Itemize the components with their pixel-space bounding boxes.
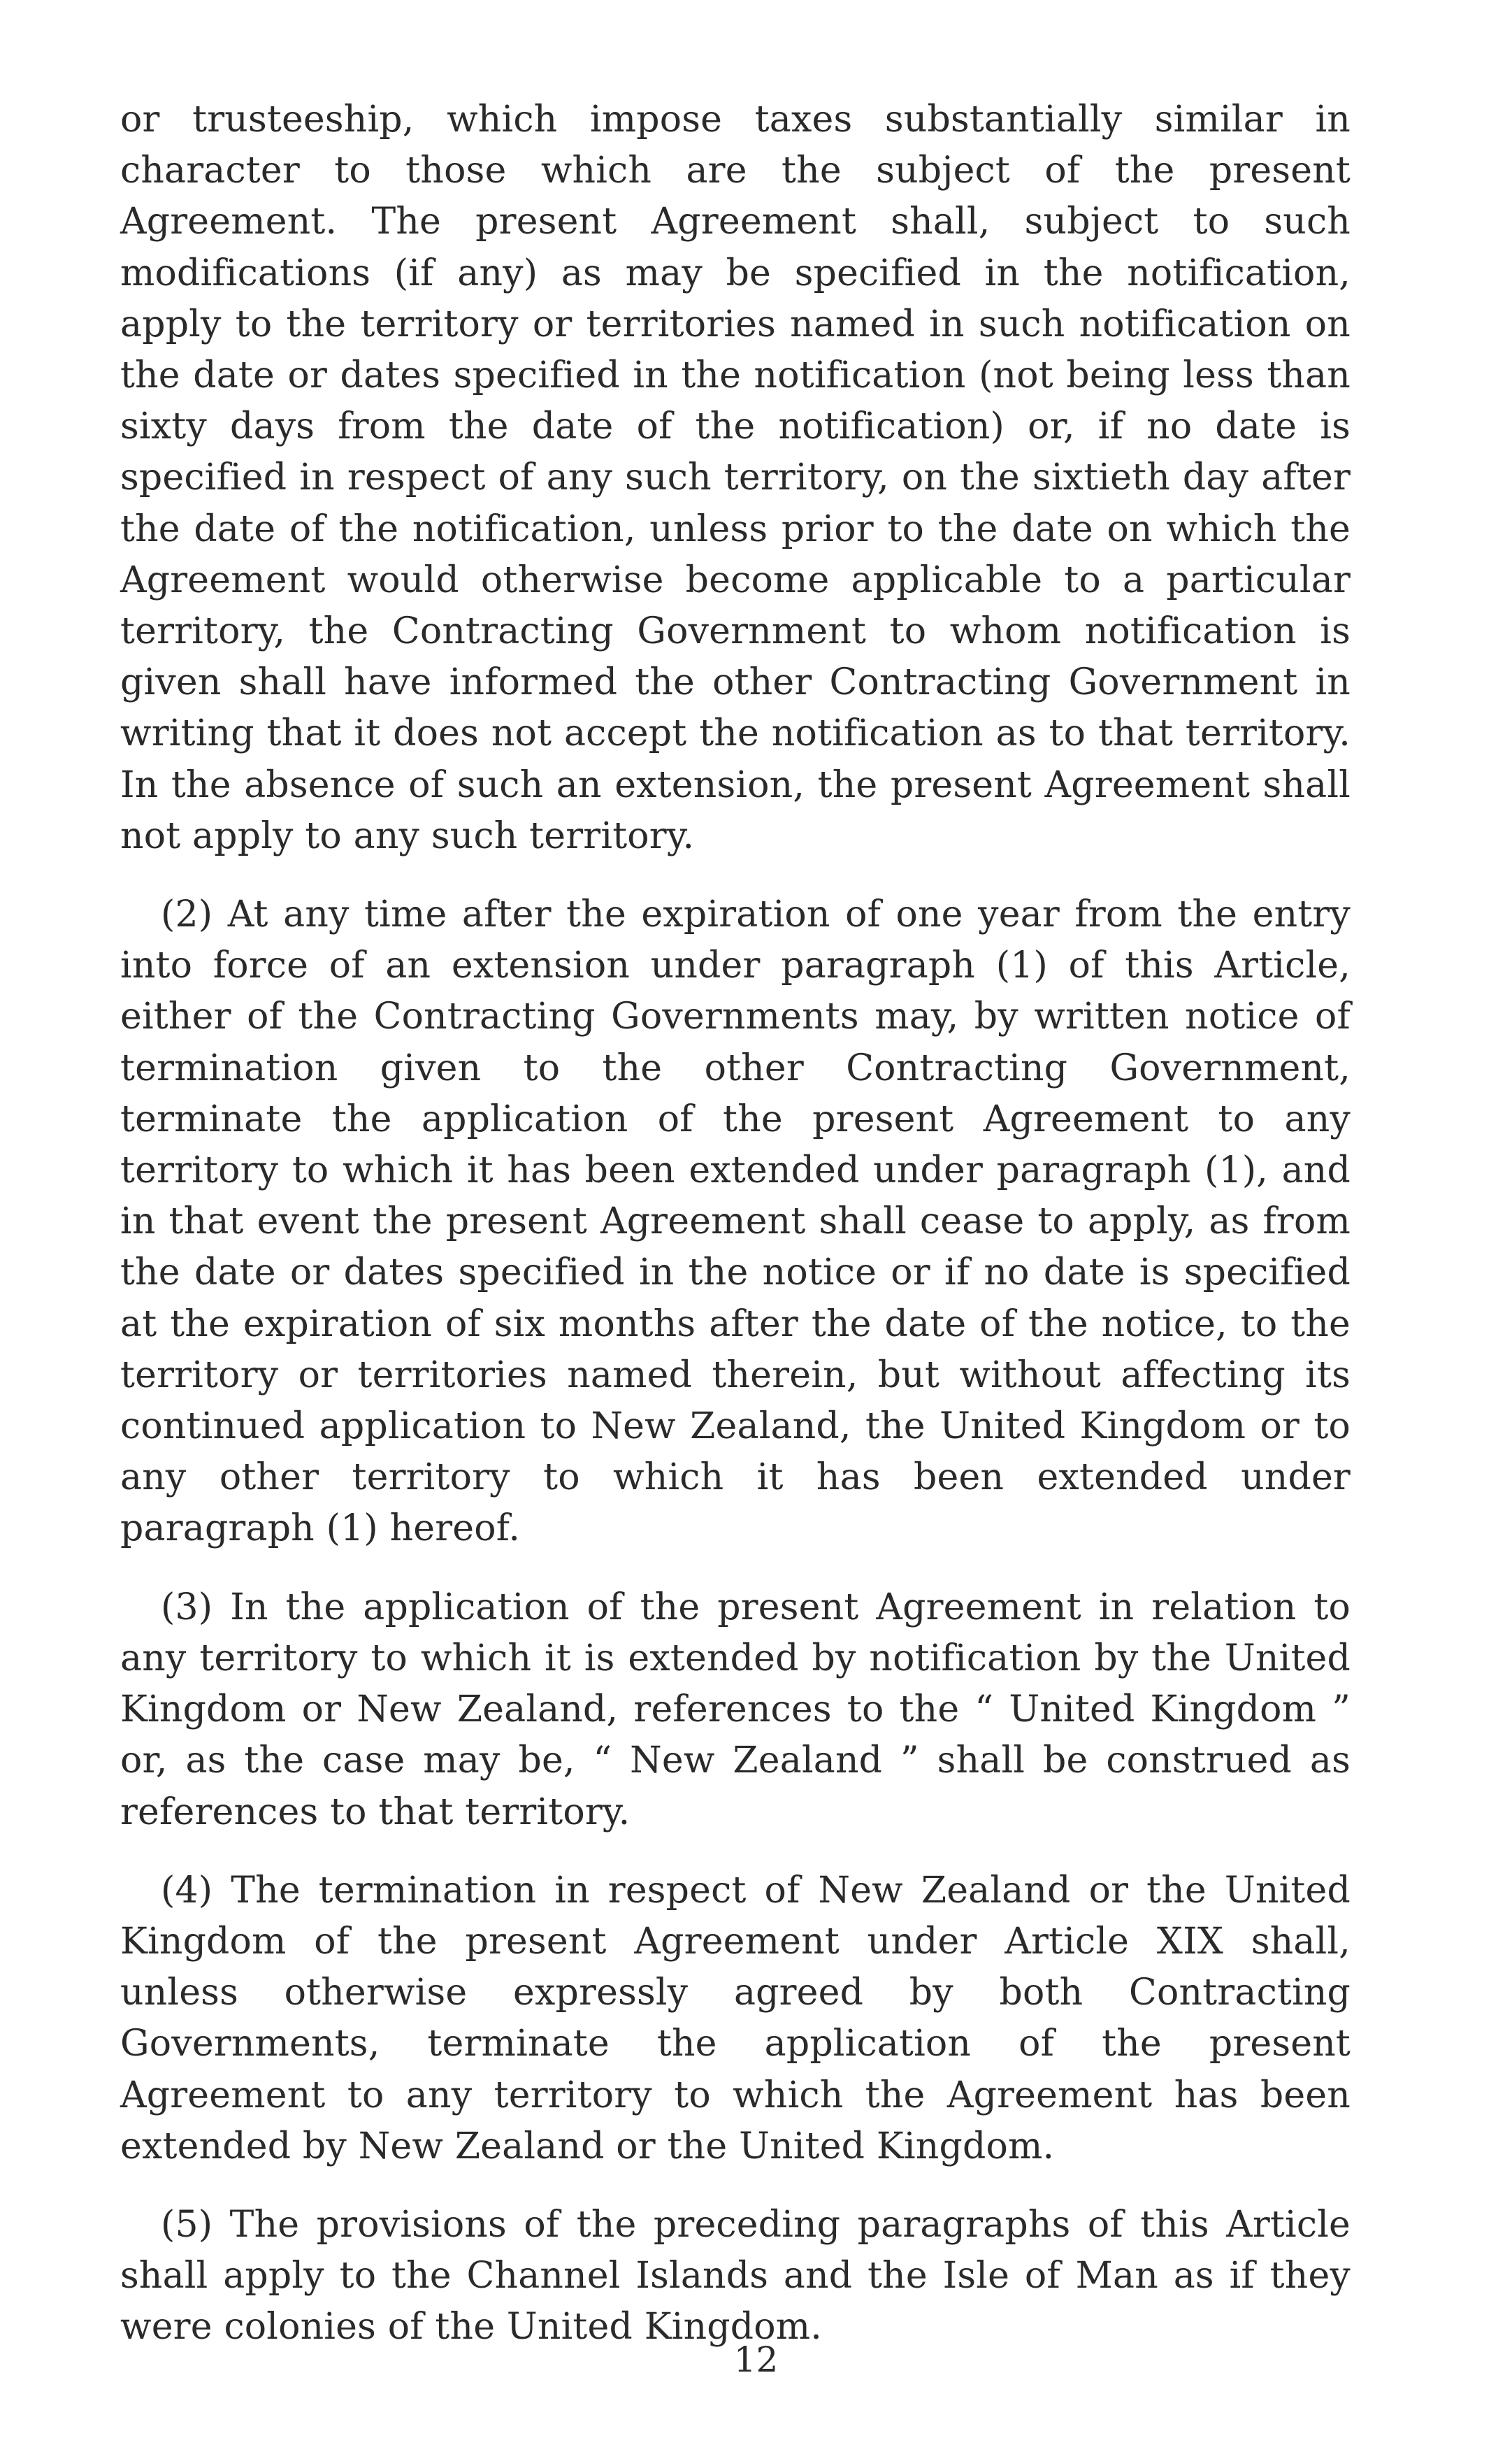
document-body: [120, 94, 1351, 2353]
paragraph-4: (4) The termination in respect of New Zealand or the United Kingdom of the present Agreement under Article XIX shall, unless otherwise expressly agreed by both Contracting Governments, terminate the application of the present Agreement to any territory to which the Agreement has been extended by New Zealand or the United Kingdom.: [120, 1869, 1351, 2167]
page-number: 12: [733, 2339, 779, 2380]
paragraph-3: (3) In the application of the present Agreement in relation to any territory to which it is extended by notification by the United Kingdom or New Zealand, references to the “ United Kingdom ” or, as the case may be, “ New Zealand ” shall be construed as references to that territory.: [120, 1586, 1351, 1833]
paragraph-2: (2) At any time after the expiration of one year from the entry into force of an extension under paragraph (1) of this Article, either of the Contracting Governments may, by written notice of termination given to the other Contracting Government, terminate the application of the present Agreement to any territory to which it has been extended under paragraph (1), and in that event the present Agreement shall cease to apply, as from the date or dates specified in the notice or if no date is specified at the expiration of six months after the date of the notice, to the territory or territories named therein, but without affecting its continued application to New Zealand, the United Kingdom or to any other territory to which it has been extended under paragraph (1) hereof.: [120, 894, 1351, 1550]
paragraph-continuation: or trusteeship, which impose taxes substantially similar in character to those which are the subject of the present Agreement. The present Agreement shall, subject to such modifications (if any) as may be specified in the notification, apply to the territory or territories named in such notification on the date or dates specified in the notification (not being less than sixty days from the date of the notification) or, if no date is specified in respect of any such territory, on the sixtieth day after the date of the notification, unless prior to the date on which the Agreement would otherwise become applicable to a particular territory, the Contracting Government to whom notification is given shall have informed the other Contracting Government in writing that it does not accept the notification as to that territory. In the absence of such an extension, the present Agreement shall not apply to any such territory.: [120, 99, 1351, 857]
paragraph-5: (5) The provisions of the preceding paragraphs of this Article shall apply to the Channel Islands and the Isle of Man as if they were colonies of the United Kingdom.: [120, 2203, 1351, 2349]
